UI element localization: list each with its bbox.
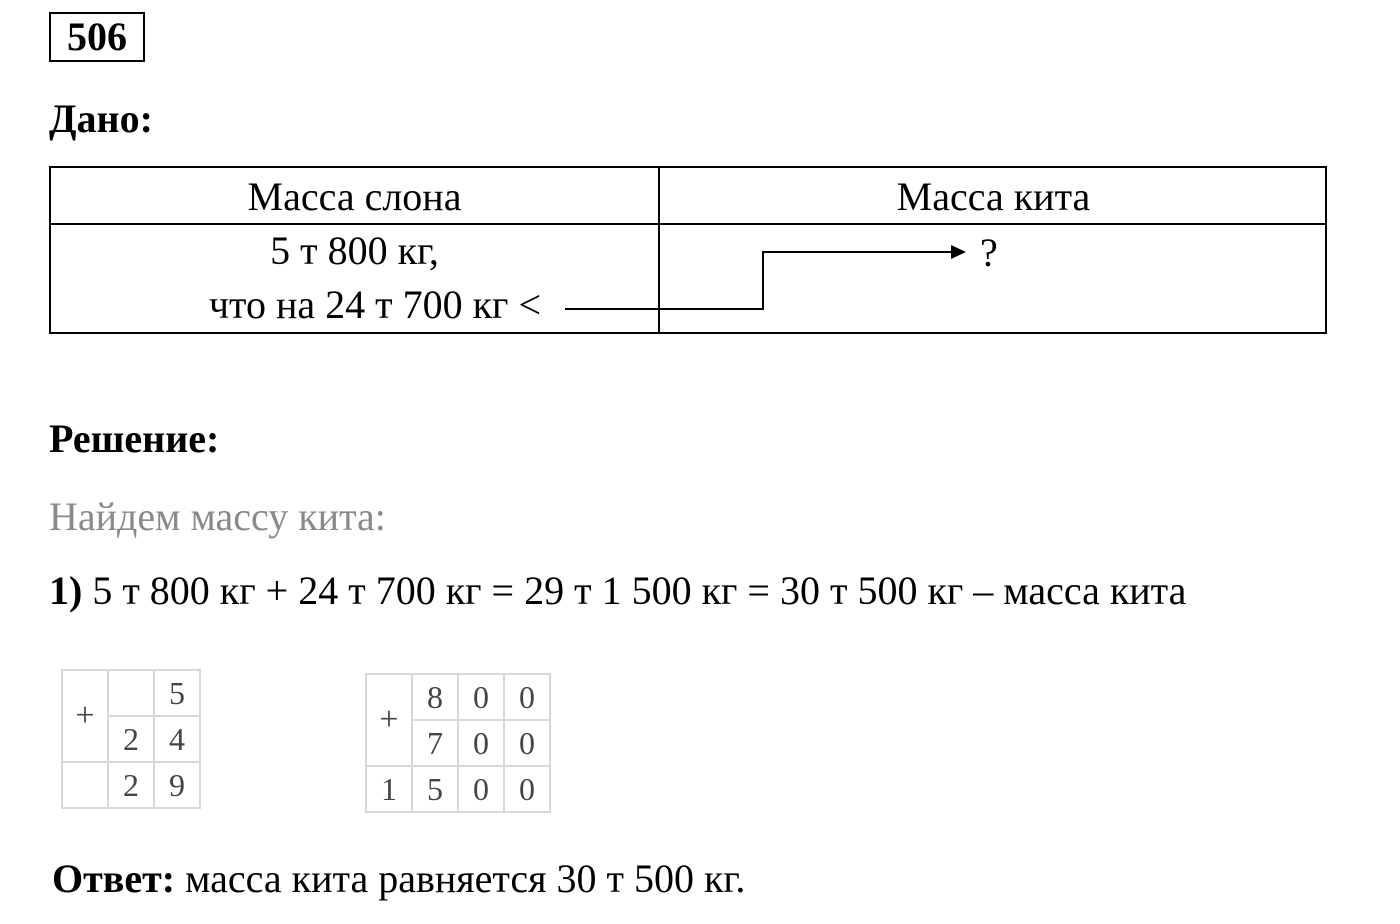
header-elephant-mass: Масса слона [247,174,462,219]
solution-step-1 [49,568,1186,614]
calc-cell: 0 [458,720,504,766]
solution-intro: Найдем массу кита: [49,494,386,539]
given-table [49,166,1327,334]
result-cell [62,762,108,808]
elephant-mass-relation: что на 24 т 700 кг < [208,282,541,327]
calc-cell: 0 [458,674,504,720]
whale-mass-unknown: ? [980,230,998,275]
relation-arrow-icon [51,168,1329,336]
result-cell: 0 [458,766,504,812]
calc-cell: 4 [154,716,200,762]
given-heading: Дано: [49,96,153,141]
result-cell: 9 [154,762,200,808]
result-cell: 2 [108,762,154,808]
solution-heading: Решение: [49,416,220,461]
calc-cell: 0 [504,720,550,766]
result-cell: 5 [412,766,458,812]
answer [52,856,745,902]
problem-number: 506 [49,12,145,62]
elephant-mass-value: 5 т 800 кг, [270,228,439,273]
calc-cell: 8 [412,674,458,720]
calc-cell: 5 [154,670,200,716]
header-whale-mass: Масса кита [896,174,1091,219]
plus-sign: + [366,674,412,766]
column-addition-kilograms [365,673,551,813]
answer-text: масса кита равняется 30 т 500 кг. [185,856,746,901]
calc-cell: 2 [108,716,154,762]
answer-label: Ответ: [52,856,176,901]
calc-cell: 7 [412,720,458,766]
step-number: 1) [49,568,83,613]
result-cell: 1 [366,766,412,812]
column-addition-tonnes [61,669,201,809]
calc-cell [108,670,154,716]
plus-sign: + [62,670,108,762]
step-expression: 5 т 800 кг + 24 т 700 кг = 29 т 1 500 кг = 30 т 500 кг – масса кита [92,568,1187,613]
calc-cell: 0 [504,674,550,720]
result-cell: 0 [504,766,550,812]
